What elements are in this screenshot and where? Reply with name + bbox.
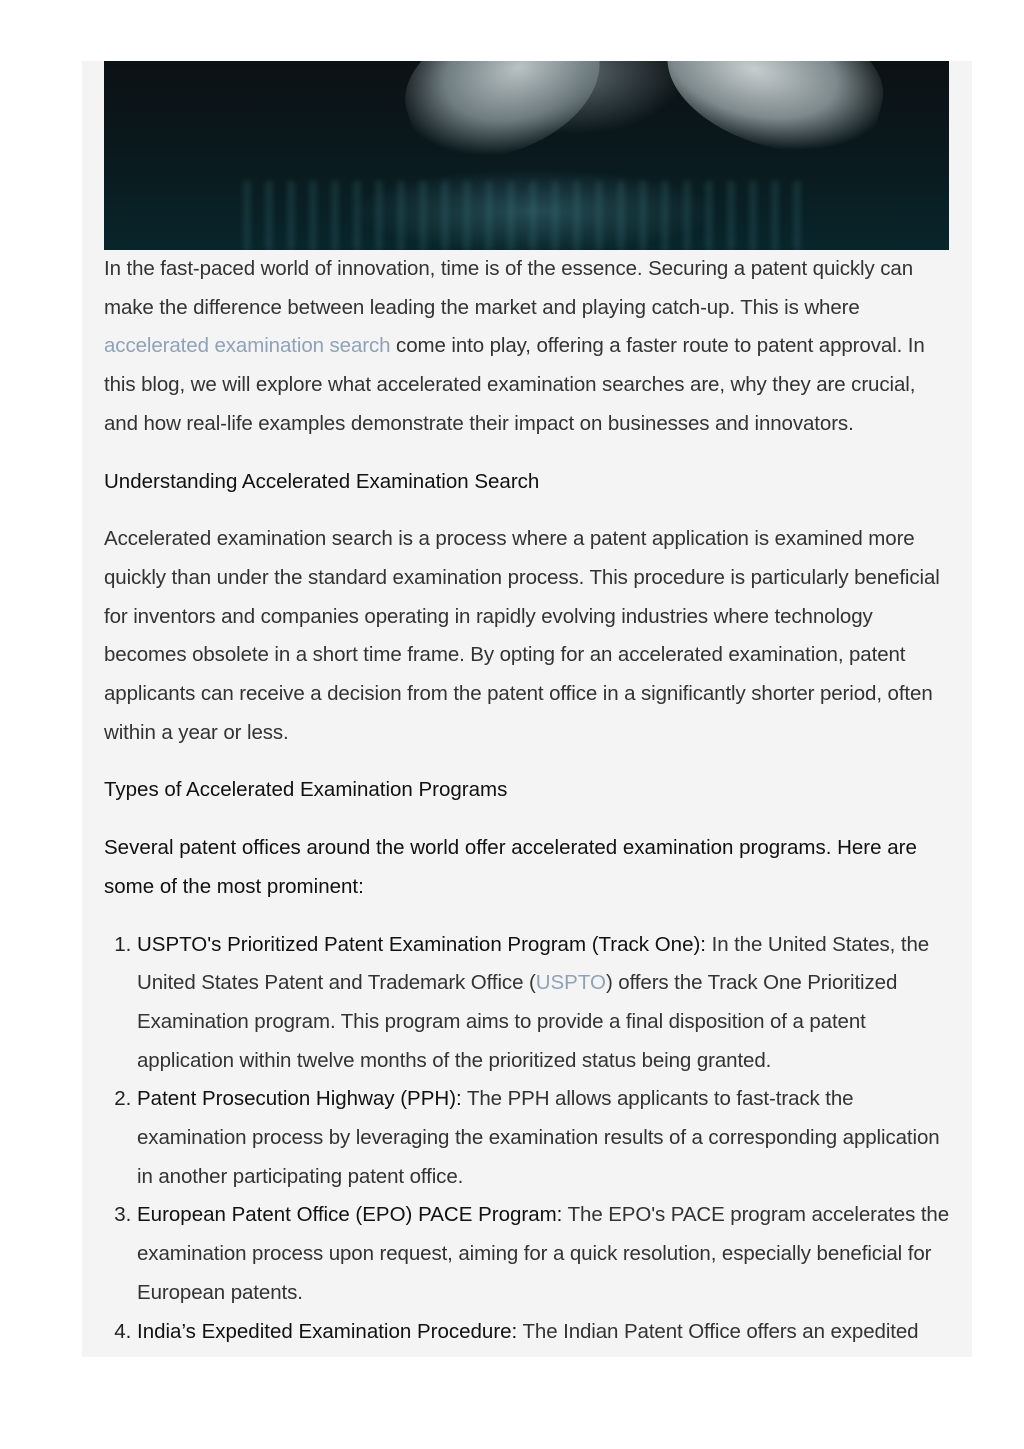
list-item-text: The PPH allows applicants to fast-track the examination process by leveraging the examination results of a corresponding application in another participating patent office. xyxy=(137,1087,940,1188)
list-item-text: ) offers the Track One Prioritized Examination program. This program aims to provide a final disposition of a patent application within twelve months of the prioritized status being granted. xyxy=(137,971,898,1072)
programs-list xyxy=(104,926,952,1352)
list-item-title: USPTO's Prioritized Patent Examination Program (Track One): xyxy=(137,932,706,956)
list-item xyxy=(137,1313,952,1352)
article-card xyxy=(82,61,972,1357)
understanding-paragraph: Accelerated examination search is a process where a patent application is examined more quickly than under the standard examination process. This procedure is particularly beneficial for inventors and companies operating in rapidly evolving industries where technology becomes obsolete in a short time frame. By opting for an accelerated examination, patent applicants can receive a decision from the patent office in a significantly shorter period, often within a year or less. xyxy=(104,527,940,744)
accelerated-examination-search-link[interactable]: accelerated examination search xyxy=(104,334,391,358)
intro-text-1: In the fast-paced world of innovation, time is of the essence. Securing a patent quickly can make the difference between leading the market and playing catch-up. This is where xyxy=(104,257,913,319)
uspto-link[interactable]: USPTO xyxy=(535,971,606,995)
reflection-shape xyxy=(244,181,804,250)
section-heading-understanding: Understanding Accelerated Examination Search xyxy=(104,469,540,493)
list-item-title: European Patent Office (EPO) PACE Program: xyxy=(137,1203,563,1227)
list-item-text: In the United States, the United States Patent and Trademark Office ( xyxy=(137,932,930,995)
hero-image xyxy=(104,61,949,250)
list-item xyxy=(137,1196,952,1312)
left-hand-shape xyxy=(389,61,619,179)
right-hand-shape xyxy=(652,61,897,171)
list-item xyxy=(137,1080,952,1196)
list-item-title: Patent Prosecution Highway (PPH): xyxy=(137,1087,462,1111)
list-item xyxy=(137,926,952,1081)
intro-paragraph xyxy=(104,250,952,444)
section-heading-types: Types of Accelerated Examination Programs xyxy=(104,778,508,802)
intro-text-2: come into play, offering a faster route to patent approval. In this blog, we will explore what accelerated examination searches are, why they are crucial, and how real-life examples demonstrate their impact on businesses and innovators. xyxy=(104,334,925,435)
list-item-text: The Indian Patent Office offers an expedited xyxy=(517,1319,919,1343)
types-intro-paragraph: Several patent offices around the world offer accelerated examination programs. Here are some of the most prominent: xyxy=(104,836,917,898)
list-item-title: India’s Expedited Examination Procedure: xyxy=(137,1319,518,1343)
list-item-text: The EPO's PACE program accelerates the examination process upon request, aiming for a quick resolution, especially beneficial for European patents. xyxy=(137,1203,950,1304)
article-body xyxy=(104,250,952,1351)
